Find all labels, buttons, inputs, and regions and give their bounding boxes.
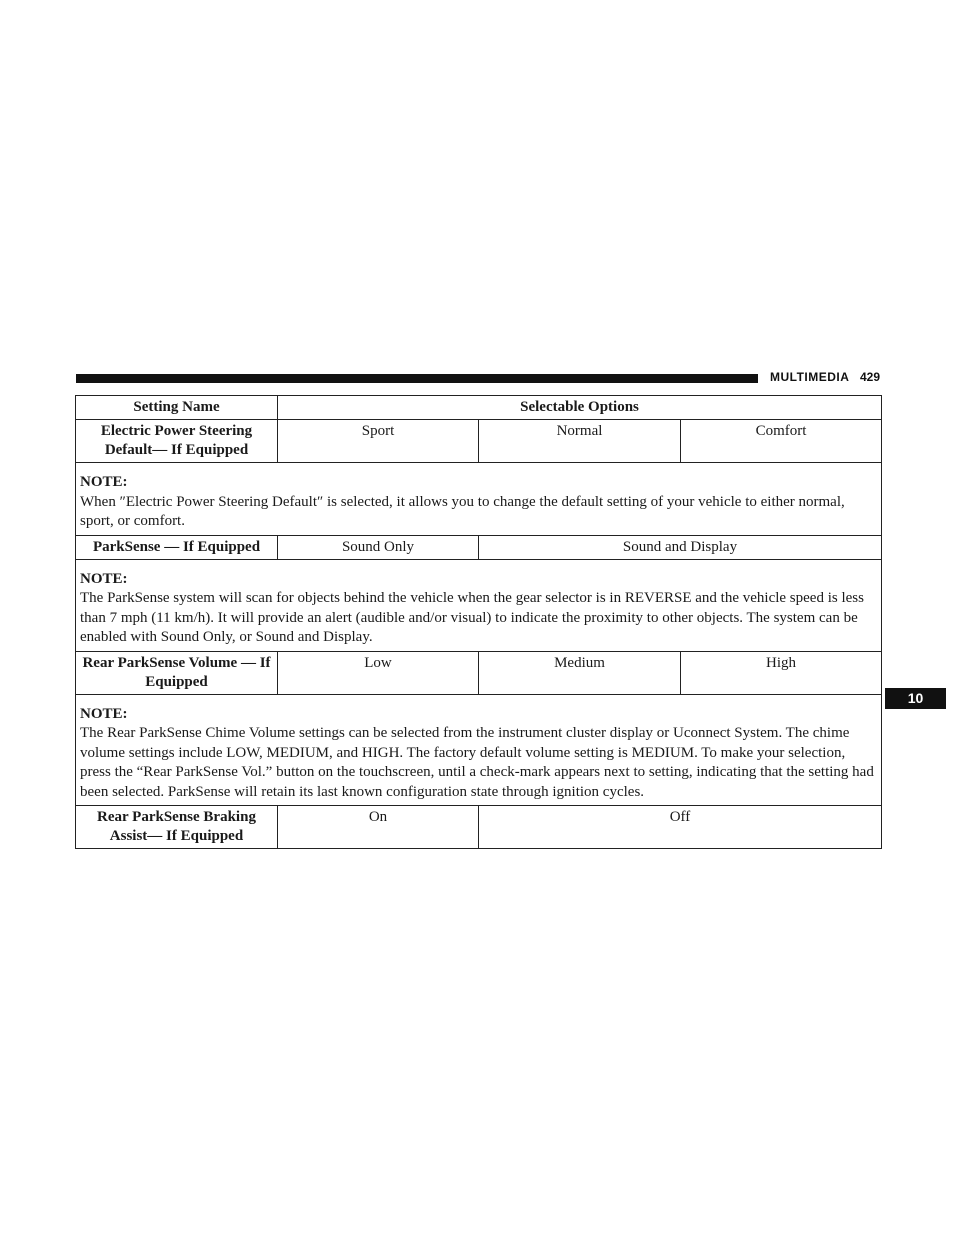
note-text: The Rear ParkSense Chime Volume settings can be selected from the instrument cluster display or Uconnect System. The chime volume settings include LOW, MEDIUM, and HIGH. The factory default volume setting is MEDIUM. To make your selection, press the “Rear ParkSense Vol.” button on the touchscreen, until a check-mark appears next to setting, indicating that the setting had been selected. ParkSense will retain its last known configuration state through ignition cycles. bbox=[80, 725, 874, 800]
table-row bbox=[76, 651, 882, 694]
option-cell: Sound and Display bbox=[479, 535, 882, 559]
table-header-row bbox=[76, 396, 882, 420]
page-number: 429 bbox=[860, 370, 881, 384]
note-label: NOTE: bbox=[80, 474, 128, 490]
chapter-tab: 10 bbox=[885, 688, 946, 709]
note-row bbox=[76, 559, 882, 651]
note-text: When ″Electric Power Steering Default″ is selected, it allows you to change the default setting of your vehicle to either normal, sport, or comfort. bbox=[80, 493, 845, 529]
table-row bbox=[76, 420, 882, 463]
table-row bbox=[76, 535, 882, 559]
section-title: MULTIMEDIA bbox=[770, 370, 850, 384]
setting-name: ParkSense — If Equipped bbox=[76, 535, 278, 559]
settings-table bbox=[75, 395, 882, 849]
header-selectable-options: Selectable Options bbox=[278, 396, 882, 420]
note-text: The ParkSense system will scan for objects behind the vehicle when the gear selector is in REVERSE and the vehicle speed is less than 7 mph (11 km/h). It will provide an alert (audible and/or visual) to indicate the proximity to other objects. The system can be enabled with Sound Only, or Sound and Display. bbox=[80, 590, 864, 645]
option-cell: Off bbox=[479, 806, 882, 849]
note-cell bbox=[76, 463, 882, 536]
note-cell bbox=[76, 559, 882, 651]
setting-name: Rear ParkSense Braking Assist— If Equipped bbox=[76, 806, 278, 849]
option-cell: Low bbox=[278, 651, 479, 694]
header-rule bbox=[76, 374, 758, 383]
header-setting-name: Setting Name bbox=[76, 396, 278, 420]
note-row bbox=[76, 694, 882, 806]
option-cell: Comfort bbox=[681, 420, 882, 463]
option-cell: High bbox=[681, 651, 882, 694]
note-label: NOTE: bbox=[80, 705, 128, 722]
option-cell: On bbox=[278, 806, 479, 849]
table-row bbox=[76, 806, 882, 849]
option-cell: Sport bbox=[278, 420, 479, 463]
note-label: NOTE: bbox=[80, 570, 128, 587]
note-cell bbox=[76, 694, 882, 806]
option-cell: Medium bbox=[479, 651, 681, 694]
setting-name: Electric Power Steering Default— If Equipped bbox=[76, 420, 278, 463]
note-row bbox=[76, 463, 882, 536]
setting-name: Rear ParkSense Volume — If Equipped bbox=[76, 651, 278, 694]
option-cell: Normal bbox=[479, 420, 681, 463]
option-cell: Sound Only bbox=[278, 535, 479, 559]
